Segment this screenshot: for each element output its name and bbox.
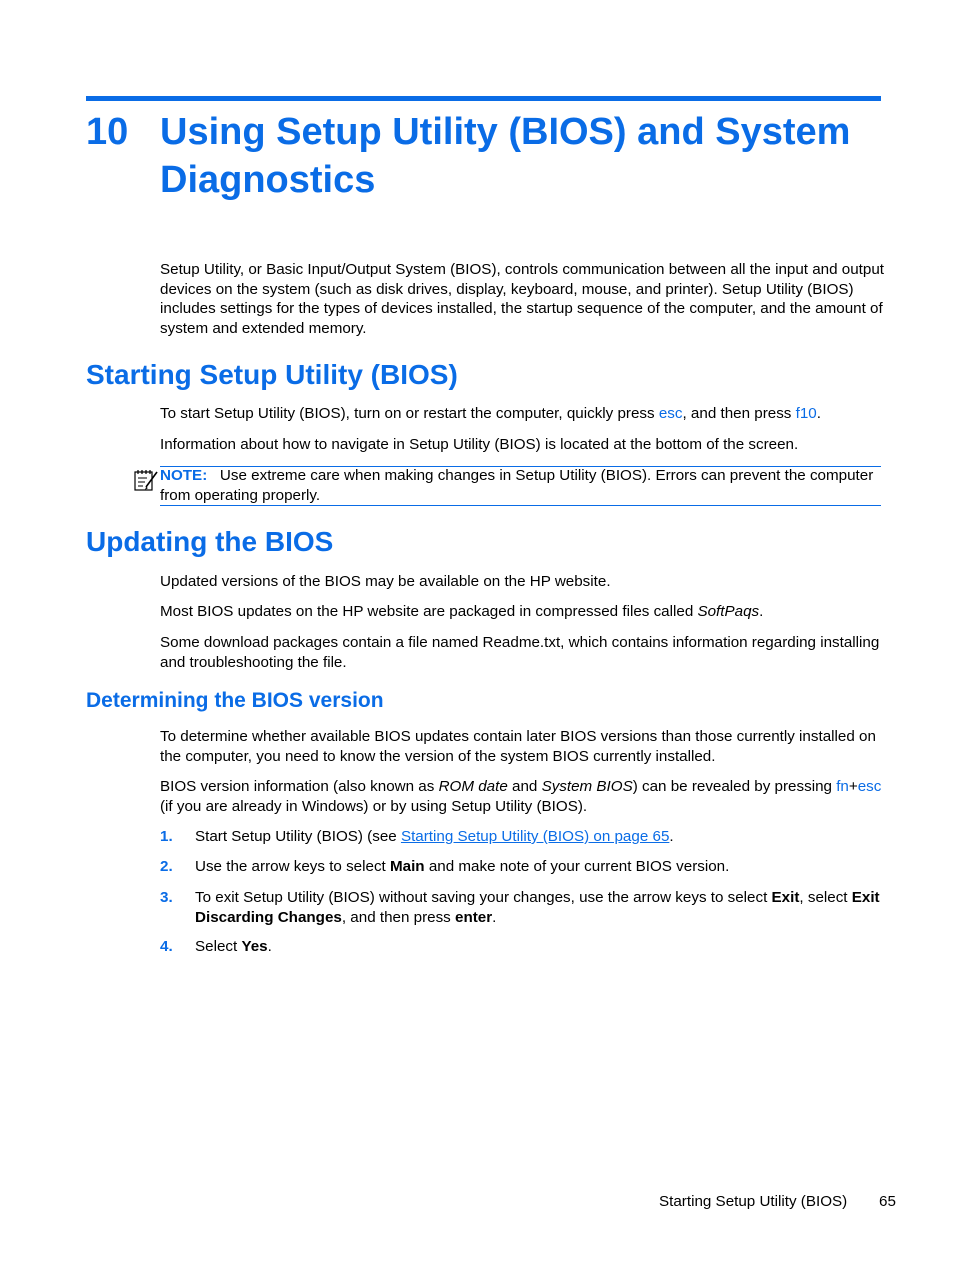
chapter-rule — [86, 96, 881, 101]
bold-term: Yes — [241, 938, 268, 955]
text-span: Start Setup Utility (BIOS) (see — [195, 828, 401, 845]
list-number: 4. — [160, 938, 173, 955]
text-span: . — [267, 938, 272, 955]
heading-determining-bios-version: Determining the BIOS version — [86, 689, 384, 712]
cross-reference-link[interactable]: Starting Setup Utility (BIOS) on page 65 — [400, 828, 670, 845]
note-pad-icon — [133, 468, 159, 492]
system-bios-term: System BIOS — [541, 778, 633, 795]
text-span: To exit Setup Utility (BIOS) without saving your changes, use the arrow keys to select — [195, 889, 772, 906]
text-span: (if you are already in Windows) or by using Setup Utility (BIOS). — [160, 797, 588, 815]
bold-term: Exit Discarding Changes — [195, 889, 880, 926]
text-span: . — [816, 405, 821, 422]
rom-date-term: ROM date — [438, 778, 508, 795]
updating-paragraph-1: Updated versions of the BIOS may be available on the HP website. — [160, 573, 611, 590]
chapter-number: 10 — [86, 111, 129, 153]
starting-paragraph-1 — [160, 404, 885, 424]
text-span: and — [507, 778, 542, 795]
text-span: . — [669, 828, 674, 845]
note-label: NOTE: — [160, 467, 208, 484]
text-span: and make note of your current BIOS version. — [424, 858, 730, 875]
footer-page-number: 65 — [879, 1193, 896, 1210]
starting-paragraph-2: Information about how to navigate in Setup Utility (BIOS) is located at the bottom of the screen. — [160, 436, 799, 453]
text-span: Use the arrow keys to select — [195, 858, 390, 875]
bold-term: enter — [455, 908, 493, 926]
list-item — [195, 827, 885, 847]
text-span: . — [759, 603, 764, 620]
text-span: , and then press — [341, 908, 455, 926]
list-item — [195, 937, 885, 957]
text-span: , select — [799, 889, 852, 906]
text-span: + — [848, 778, 858, 795]
determining-paragraph-1: To determine whether available BIOS updates contain later BIOS versions than those currently installed on the computer, you need to know the version of the system BIOS currently installed. — [160, 728, 876, 765]
list-number: 1. — [160, 828, 173, 845]
heading-starting-setup: Starting Setup Utility (BIOS) — [86, 359, 458, 390]
text-span: BIOS version information (also known as — [160, 778, 439, 795]
key-esc: esc — [857, 778, 882, 795]
bold-term: Exit — [771, 889, 800, 906]
intro-paragraph: Setup Utility, or Basic Input/Output System (BIOS), controls communication between all the input and output devices on the system (such as disk drives, display, keyboard, mouse, and printer). Setup Utility (BIOS) includes settings for the types of devices installed, the startup sequence of the computer, and the amount of system and extended memory. — [160, 261, 885, 337]
text-span: Most BIOS updates on the HP website are packaged in compressed files called — [160, 603, 698, 620]
list-item — [195, 857, 885, 877]
text-span: To start Setup Utility (BIOS), turn on or restart the computer, quickly press — [160, 405, 659, 422]
key-fn: fn — [836, 778, 849, 795]
heading-updating-bios: Updating the BIOS — [86, 526, 334, 557]
list-number: 3. — [160, 889, 173, 906]
list-number: 2. — [160, 858, 173, 875]
text-span: . — [492, 908, 497, 926]
key-f10: f10 — [795, 405, 817, 422]
key-esc: esc — [658, 405, 683, 422]
updating-paragraph-2 — [160, 602, 885, 622]
chapter-title: Using Setup Utility (BIOS) and System Diagnostics — [160, 111, 851, 201]
determining-paragraph-2 — [160, 777, 885, 816]
text-span: ) can be revealed by pressing — [632, 778, 837, 795]
softpaqs-term: SoftPaqs — [697, 603, 760, 620]
updating-paragraph-3: Some download packages contain a file named Readme.txt, which contains information regarding installing and troubleshooting the file. — [160, 634, 880, 671]
note-paragraph — [160, 466, 881, 505]
list-item — [195, 888, 885, 927]
text-span: Select — [195, 938, 242, 955]
text-span: , and then press — [682, 405, 796, 422]
footer-section-title: Starting Setup Utility (BIOS) — [659, 1193, 848, 1210]
bold-term: Main — [389, 858, 425, 875]
note-text: Use extreme care when making changes in Setup Utility (BIOS). Errors can prevent the computer from operating properly. — [160, 467, 874, 504]
